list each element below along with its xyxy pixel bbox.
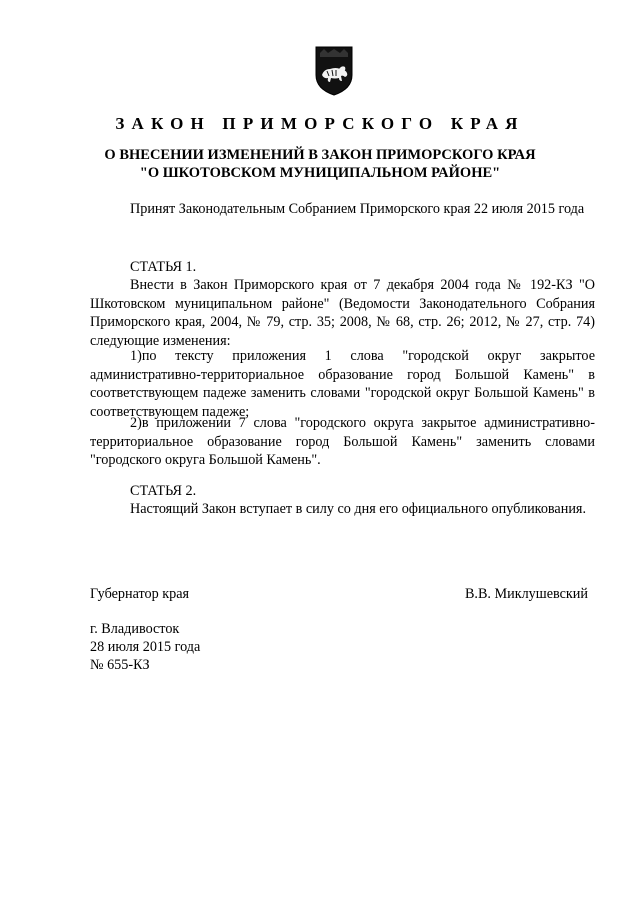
- law-title: ЗАКОН ПРИМОРСКОГО КРАЯ: [115, 114, 525, 133]
- article1-body: Внести в Закон Приморского края от 7 декабря 2004 года № 192-КЗ "О Шкотовском муниципальном районе" (Ведомости Законодательного Собрания Приморского края, 2004, № 79, стр. 35; 2008, № 68, стр. 26; 2012, № 27, стр. 74) следующие изменения:: [90, 277, 595, 349]
- signatory-name: В.В. Миклушевский: [464, 586, 588, 602]
- signing-date: 28 июля 2015 года: [90, 639, 201, 655]
- law-number: № 655-КЗ: [90, 657, 150, 673]
- law-subtitle-line2: "О ШКОТОВСКОМ МУНИЦИПАЛЬНОМ РАЙОНЕ": [139, 165, 501, 181]
- primorsky-krai-coat-of-arms-icon: [312, 45, 356, 97]
- article1-heading: СТАТЬЯ 1.: [130, 259, 197, 275]
- law-subtitle-line1: О ВНЕСЕНИИ ИЗМЕНЕНИЙ В ЗАКОН ПРИМОРСКОГО КРАЯ: [104, 147, 536, 163]
- article1-item-2: 2)в приложении 7 слова "городского округа закрытое административно-территориальное образование город Большой Камень" заменить словами "городского округа Большой Камень".: [90, 415, 595, 468]
- article2-body: Настоящий Закон вступает в силу со дня его официального опубликования.: [130, 501, 586, 517]
- adoption-statement: Принят Законодательным Собранием Приморского края 22 июля 2015 года: [130, 201, 585, 217]
- signing-city: г. Владивосток: [90, 621, 180, 637]
- article2-heading: СТАТЬЯ 2.: [130, 483, 197, 499]
- signatory-title: Губернатор края: [90, 586, 190, 602]
- article1-item-1: 1)по тексту приложения 1 слова "городской округ закрытое административно-территориальное образование город Большой Камень" в соответствующем падеже заменить словами "городской округ Большой Камень" в соответствующем падеже;: [90, 348, 595, 420]
